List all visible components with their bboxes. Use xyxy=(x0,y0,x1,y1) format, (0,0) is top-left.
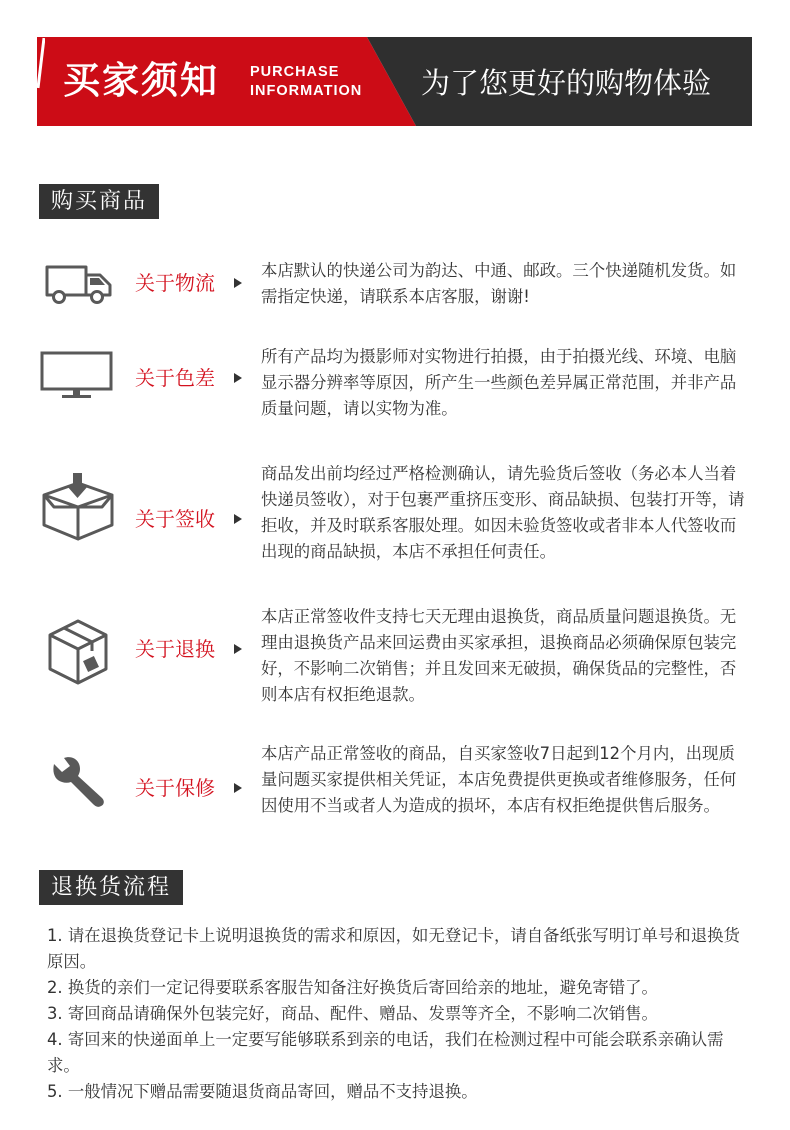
truck-icon xyxy=(44,263,114,305)
item-text-logistics: 本店默认的快递公司为韵达、中通、邮政。三个快递随机发货。如需指定快递，请联系本店客服，谢谢! xyxy=(261,261,737,306)
banner-subtitle: 为了您更好的购物体验 xyxy=(421,66,712,100)
item-label-signing: 关于签收 xyxy=(135,507,215,531)
item-label-color: 关于色差 xyxy=(135,366,215,390)
package-download-icon xyxy=(40,473,116,543)
item-text-signing: 商品发出前均经过严格检测确认，请先验货后签收（务必本人当着快递员签收），对于包裹严重挤压变形、商品缺损、包装打开等，请拒收，并及时联系客服处理。如因未验货签收或者非本人代签收而出现的商品缺损，本店不承担任何责任。 xyxy=(261,464,745,561)
step-item: 2. 换货的亲们一定记得要联系客服告知备注好换货后寄回给亲的地址，避免寄错了。 xyxy=(47,978,658,997)
monitor-icon xyxy=(40,351,113,399)
arrow-icon xyxy=(234,373,242,383)
item-text-return: 本店正常签收件支持七天无理由退换货，商品质量问题退换货。无理由退换货产品来回运费由买家承担，退换商品必须确保原包装完好，不影响二次销售；并且发回来无破损，确保货品的完整性，否则本店有权拒绝退款。 xyxy=(261,607,737,704)
banner-slash xyxy=(37,37,45,89)
step-item: 1. 请在退换货登记卡上说明退换货的需求和原因，如无登记卡，请自备纸张写明订单号和退换货原因。 xyxy=(47,926,740,971)
step-item: 3. 寄回商品请确保外包装完好，商品、配件、赠品、发票等齐全，不影响二次销售。 xyxy=(47,1004,658,1023)
arrow-icon xyxy=(234,783,242,793)
item-text-warranty: 本店产品正常签收的商品，自买家签收7日起到12个月内，出现质量问题买家提供相关凭证，本店免费提供更换或者维修服务，任何因使用不当或者人为造成的损坏，本店有权拒绝提供售后服务。 xyxy=(261,744,737,815)
arrow-icon xyxy=(234,278,242,288)
section-title-purchase: 购买商品 xyxy=(39,184,159,219)
step-item: 4. 寄回来的快递面单上一定要写能够联系到亲的电话，我们在检测过程中可能会联系亲确认需求。 xyxy=(47,1030,724,1075)
header-banner xyxy=(37,37,752,126)
item-label-return: 关于退换 xyxy=(135,637,215,661)
item-label-logistics: 关于物流 xyxy=(135,271,215,295)
banner-english-title: PURCHASE INFORMATION xyxy=(250,64,363,99)
arrow-icon xyxy=(234,514,242,524)
return-box-icon xyxy=(47,618,109,686)
arrow-icon xyxy=(234,644,242,654)
step-item: 5. 一般情况下赠品需要随退货商品寄回，赠品不支持退换。 xyxy=(47,1082,478,1101)
banner-title: 买家须知 xyxy=(63,59,219,102)
item-label-warranty: 关于保修 xyxy=(135,776,215,800)
item-text-color: 所有产品均为摄影师对实物进行拍摄，由于拍摄光线、环境、电脑显示器分辨率等原因，所产生一些颜色差异属正常范围，并非产品质量问题，请以实物为准。 xyxy=(261,347,737,418)
wrench-icon xyxy=(50,756,108,808)
return-process-steps xyxy=(47,923,755,1105)
section-title-return-process: 退换货流程 xyxy=(39,870,183,905)
